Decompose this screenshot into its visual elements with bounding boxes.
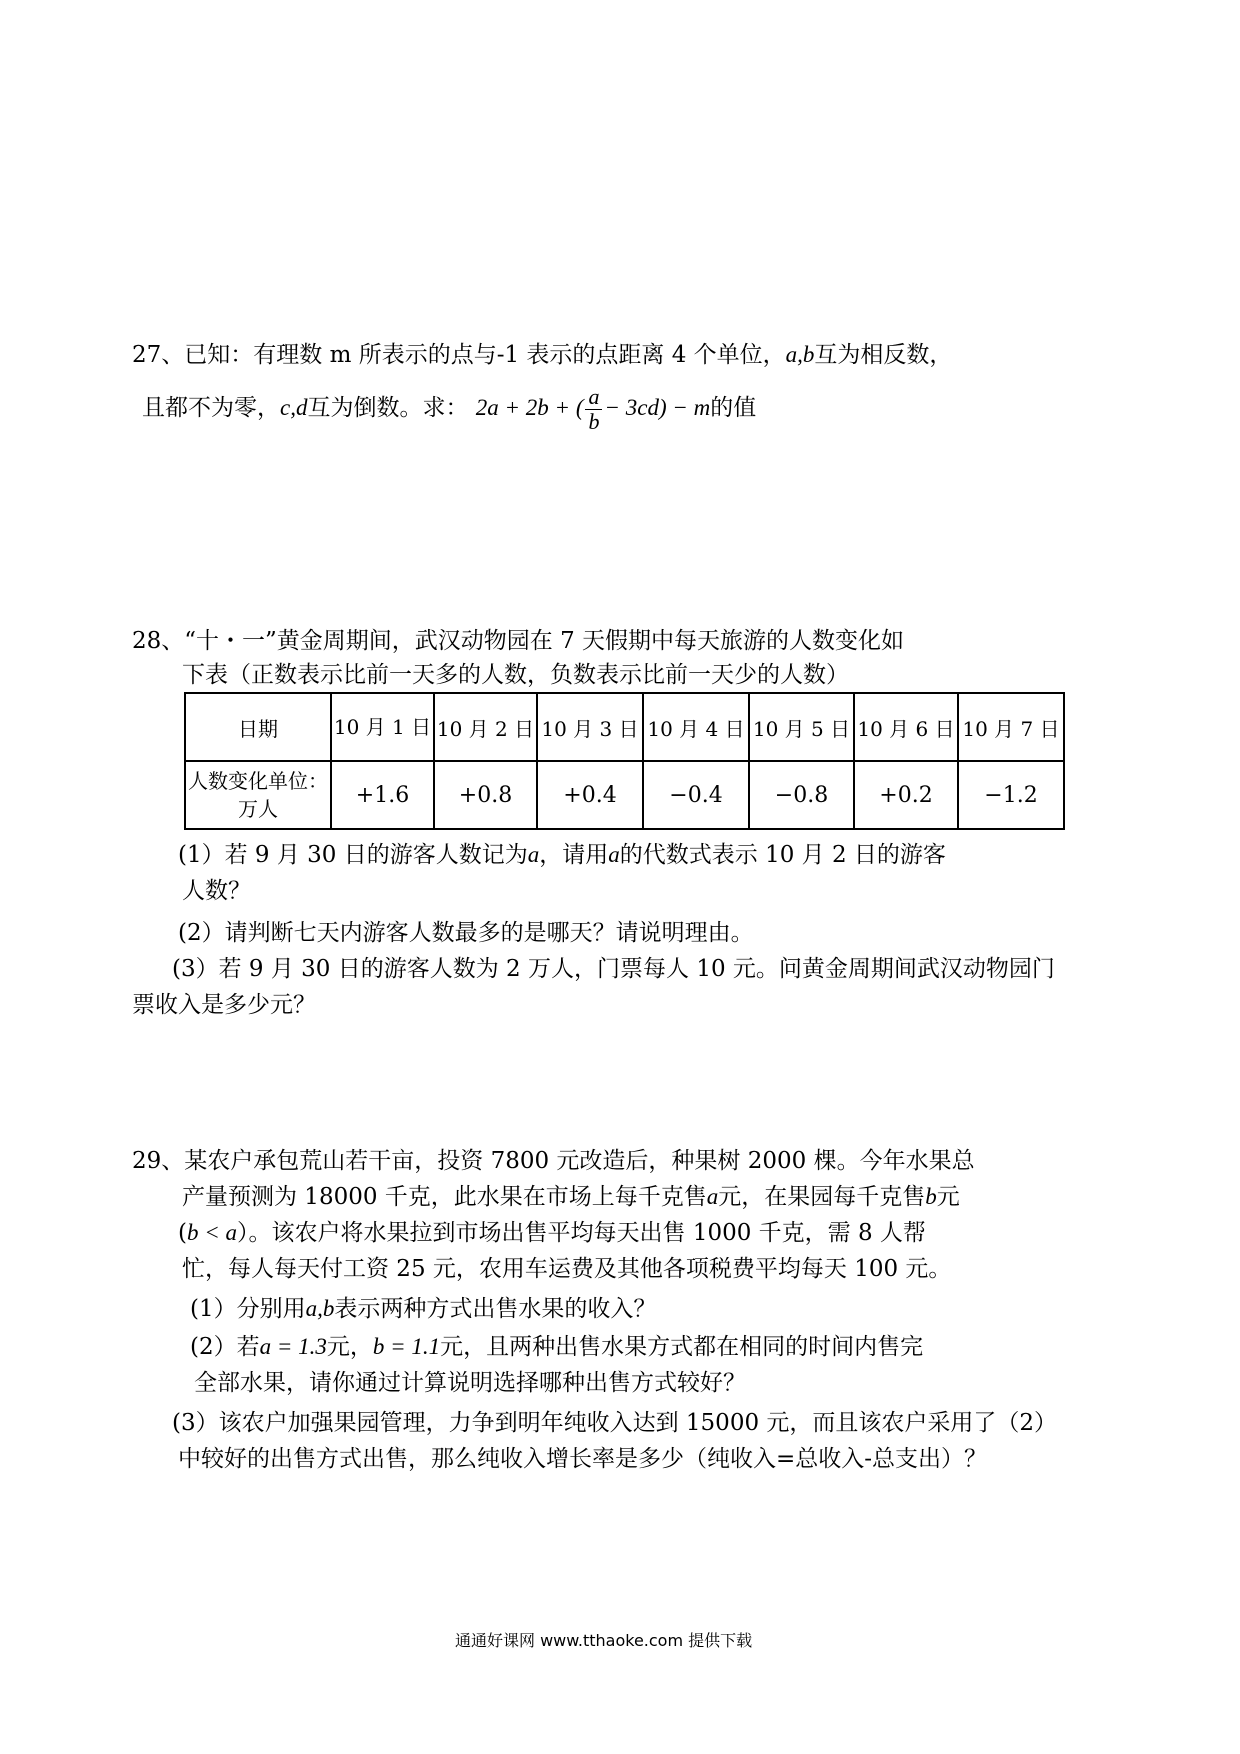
q29-p1-vars: a,b — [305, 1296, 335, 1321]
page-footer: 通通好课网 www.tthaoke.com 提供下载 — [455, 1631, 753, 1650]
table-value-row — [185, 761, 1064, 829]
q28-part-2: (2）请判断七天内游客人数最多的是哪天？请说明理由。 — [178, 920, 754, 946]
q29-part-2 — [190, 1332, 923, 1362]
q28-part-3: (3）若 9 月 30 日的游客人数为 2 万人，门票每人 10 元。问黄金周期间武汉动物园门 — [172, 956, 1055, 982]
q27-expression-pre: 2a + 2b + ( — [475, 395, 584, 420]
table-value-cell: +0.8 — [434, 761, 537, 829]
q28-p1-a: (1）若 9 月 30 日的游客人数记为 — [178, 842, 528, 868]
q29-l2-a: 产量预测为 18000 千克，此水果在市场上每千克售 — [182, 1184, 707, 1210]
q29-p2-a: (2）若 — [190, 1334, 260, 1360]
q27-text-2a: 且都不为零， — [142, 395, 280, 421]
table-value-cell: +0.4 — [537, 761, 643, 829]
q29-line-2 — [182, 1182, 960, 1212]
q29-l3-b: ）。该农户将水果拉到市场出售平均每天出售 1000 千克，需 8 人帮 — [237, 1220, 926, 1246]
q27-text-2b: 互为倒数。求： — [307, 395, 469, 421]
q27-vars-cd: c,d — [280, 395, 308, 420]
q29-line-1: 29、某农户承包荒山若干亩，投资 7800 元改造后，种果树 2000 棵。今年水果总 — [132, 1148, 975, 1174]
q27-expression-post: − 3cd) − m — [604, 395, 711, 420]
q27-text-2c: 的值 — [710, 395, 757, 421]
table-header-row — [185, 693, 1064, 761]
q28-part-1 — [178, 840, 946, 870]
q28-p1-var-a: a — [527, 842, 540, 867]
q28-part-1-cont: 人数？ — [182, 878, 251, 904]
table-header-cell: 10 月 6 日 — [854, 693, 958, 761]
q27-line-1 — [132, 340, 952, 370]
table-header-cell: 10 月 3 日 — [537, 693, 643, 761]
table-header-cell: 10 月 2 日 — [434, 693, 537, 761]
q27-vars-ab: a,b — [785, 342, 815, 367]
q29-line-3 — [178, 1218, 926, 1248]
q27-frac-num: a — [585, 385, 602, 410]
table-value-cell: −1.2 — [958, 761, 1064, 829]
q27-fraction — [585, 385, 602, 434]
q29-part-2-cont: 全部水果，请你通过计算说明选择哪种出售方式较好？ — [194, 1370, 746, 1396]
q27-line-2 — [142, 380, 756, 436]
table-header-cell: 10 月 4 日 — [643, 693, 749, 761]
table-header-cell: 10 月 7 日 — [958, 693, 1064, 761]
q27-text-1b: 互为相反数， — [814, 342, 953, 368]
q29-p1-a: (1）分别用 — [190, 1296, 306, 1322]
q28-p1-var-a2: a — [608, 842, 620, 867]
q29-p2-b: 元， — [326, 1334, 373, 1360]
table-header-cell: 日期 — [185, 693, 331, 761]
q29-part-3: (3）该农户加强果园管理，力争到明年纯收入达到 15000 元，而且该农户采用了（2） — [172, 1410, 1058, 1436]
q29-part-3-cont: 中较好的出售方式出售，那么纯收入增长率是多少（纯收入=总收入-总支出）？ — [178, 1446, 988, 1472]
q29-l2-c: 元 — [936, 1184, 960, 1210]
q27-frac-den: b — [588, 408, 600, 434]
q29-p1-b: 表示两种方式出售水果的收入？ — [334, 1296, 657, 1322]
q29-p2-va: a = 1.3 — [259, 1334, 327, 1359]
q29-line-4: 忙，每人每天付工资 25 元，农用车运费及其他各项税费平均每天 100 元。 — [182, 1256, 952, 1282]
q29-part-1 — [190, 1294, 656, 1324]
q29-l3-a: ( — [178, 1220, 187, 1246]
table-header-cell: 10 月 1 日 — [331, 693, 434, 761]
table-value-cell: +0.2 — [854, 761, 958, 829]
q28-line-2: 下表（正数表示比前一天多的人数，负数表示比前一天少的人数） — [182, 662, 849, 688]
q28-p1-b: ，请用 — [539, 842, 609, 868]
table-header-cell: 10 月 5 日 — [749, 693, 854, 761]
q29-p2-c: 元，且两种出售水果方式都在相同的时间内售完 — [440, 1334, 924, 1360]
table-value-cell: −0.4 — [643, 761, 749, 829]
table-row-label: 人数变化单位：万人 — [185, 761, 331, 829]
q29-p2-vb: b = 1.1 — [372, 1334, 441, 1359]
q28-line-1: 28、“十・一”黄金周期间，武汉动物园在 7 天假期中每天旅游的人数变化如 — [132, 628, 905, 654]
q29-l2-var-b: b — [925, 1184, 937, 1209]
q27-text-1a: 27、已知：有理数 m 所表示的点与-1 表示的点距离 4 个单位， — [132, 342, 786, 368]
q29-l2-var-a: a — [706, 1184, 719, 1209]
q28-p1-c: 的代数式表示 10 月 2 日的游客 — [619, 842, 946, 868]
table-value-cell: −0.8 — [749, 761, 854, 829]
q29-l2-b: 元，在果园每千克售 — [718, 1184, 926, 1210]
table-value-cell: +1.6 — [331, 761, 434, 829]
q28-part-3-cont: 票收入是多少元？ — [132, 992, 316, 1018]
q29-l3-cond: b < a — [186, 1220, 238, 1245]
visitor-change-table — [184, 692, 1065, 830]
